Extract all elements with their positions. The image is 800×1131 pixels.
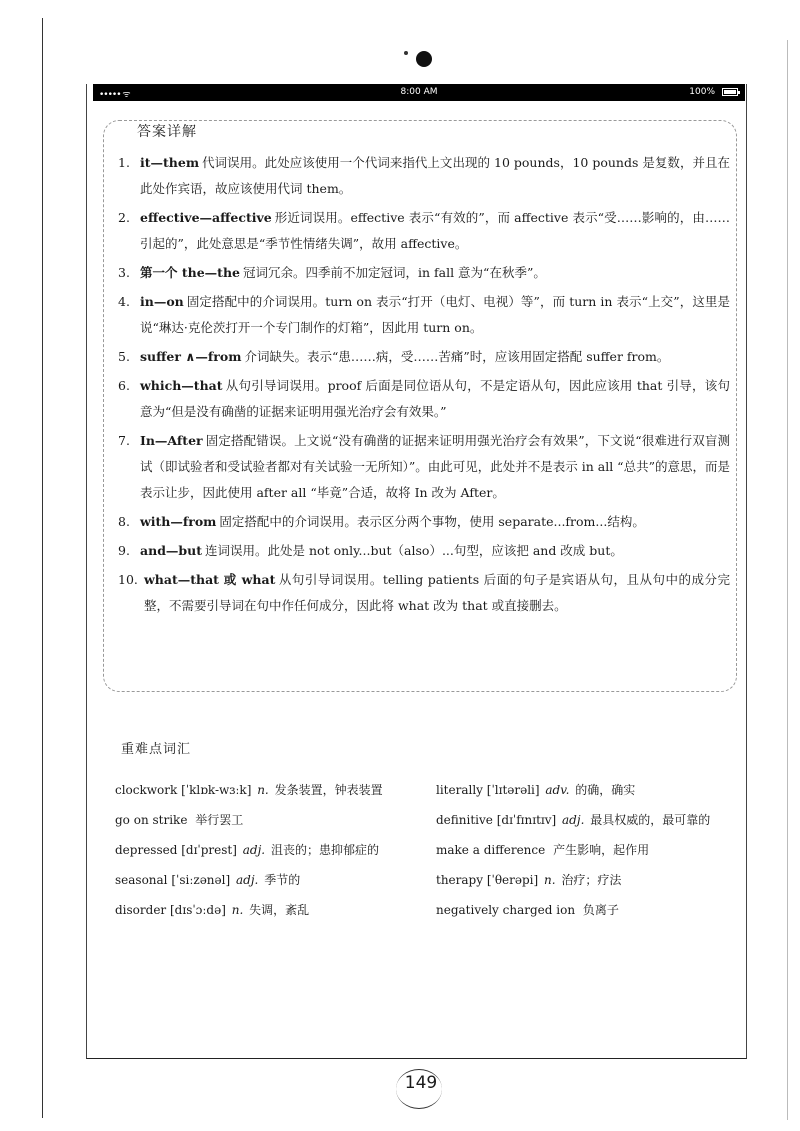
vocab-ipa: [dɪˈprest]	[181, 843, 237, 857]
answer-text: 从句引导词误用。proof 后面是同位语从句，不是定语从句，因此应该用 that 引导，该句意为“但是没有确凿的证据来证明用强光治疗会有效果。”	[140, 378, 730, 419]
vocab-word: definitive	[436, 813, 493, 827]
vocab-entry	[436, 838, 736, 862]
vocab-entry	[436, 808, 736, 832]
answer-item	[118, 538, 730, 564]
vocab-pos: adv.	[545, 783, 570, 797]
vocab-pos: n.	[544, 873, 556, 887]
answer-item	[118, 373, 730, 425]
answer-number: 9.	[118, 543, 130, 558]
vocab-entry	[436, 898, 736, 922]
vocab-entry	[115, 808, 415, 832]
vocab-entry	[115, 898, 415, 922]
vocab-word: go on strike	[115, 813, 188, 827]
vocab-word: literally	[436, 783, 483, 797]
vocab-word: depressed	[115, 843, 178, 857]
vocab-section-title: 重难点词汇	[121, 742, 192, 757]
vocab-ipa: [dɪˈfɪnɪtɪv]	[496, 813, 557, 827]
answer-text: 固定搭配错误。上文说“没有确凿的证据来证明用强光治疗会有效果”，下文说“很难进行双盲测试（即试验者和受试验者都对有关试验一无所知）”。由此可见，此处并不是表示 in all “总共”的意思，而是表示让步，因此使用 after all “毕竟”合适，故将 In 改为 After。	[140, 433, 730, 500]
vocab-ipa: [ˈsiːzənəl]	[171, 873, 231, 887]
answer-text: 冠词冗余。四季前不加定冠词，in fall 意为“在秋季”。	[242, 265, 546, 280]
vocab-pos: adj.	[235, 873, 259, 887]
answer-number: 1.	[118, 155, 130, 170]
vocab-entry	[115, 868, 415, 892]
vocab-meaning: 失调，紊乱	[249, 903, 310, 917]
signal-wifi-icon: ••••• ᯤ	[99, 90, 130, 100]
answer-item	[118, 567, 730, 619]
answer-number: 4.	[118, 294, 130, 309]
vocab-meaning: 举行罢工	[195, 813, 244, 827]
answer-item	[118, 150, 730, 202]
vocab-word: negatively charged ion	[436, 903, 576, 917]
vocab-meaning: 产生影响，起作用	[553, 843, 650, 857]
answer-list	[118, 150, 730, 622]
vocab-word: therapy	[436, 873, 484, 887]
device-sensor	[416, 51, 432, 67]
answer-text: 形近词误用。effective 表示“有效的”，而 affective 表示“受……影响的，由……引起的”，此处意思是“季节性情绪失调”，故用 affective。	[140, 210, 730, 251]
vocab-meaning: 沮丧的；患抑郁症的	[270, 843, 379, 857]
vocab-word: clockwork	[115, 783, 178, 797]
answer-item	[118, 260, 730, 286]
status-time: 8:00 AM	[400, 87, 438, 97]
answer-text: 代词误用。此处应该使用一个代词来指代上文出现的 10 pounds，10 pounds 是复数，并且在此处作宾语，故应该使用代词 them。	[140, 155, 730, 196]
answer-item	[118, 509, 730, 535]
answer-item	[118, 205, 730, 257]
vocab-entry	[115, 778, 415, 802]
vocab-meaning: 季节的	[264, 873, 301, 887]
vocab-word: seasonal	[115, 873, 168, 887]
page-binding-rule	[42, 18, 43, 1118]
vocab-meaning: 的确，确实	[575, 783, 636, 797]
answer-item	[118, 289, 730, 341]
page-edge-rule	[787, 40, 788, 1120]
vocab-meaning: 负离子	[582, 903, 619, 917]
answer-section-title: 答案详解	[137, 124, 197, 140]
answer-text: 从句引导词误用。telling patients 后面的句子是宾语从句，且从句中的成分完整，不需要引导词在句中作任何成分，因此将 what 改为 that 或直接删去。	[144, 572, 730, 613]
answer-number: 3.	[118, 265, 130, 280]
vocab-entry	[436, 778, 736, 802]
vocab-meaning: 治疗；疗法	[561, 873, 622, 887]
answer-text: 固定搭配中的介词误用。turn on 表示“打开（电灯、电视）等”，而 turn in 表示“上交”，这里是说“琳达·克伦茨打开一个专门制作的灯箱”，因此用 turn on。	[140, 294, 730, 335]
vocab-pos: adj.	[562, 813, 585, 827]
vocab-ipa: [ˈθerəpi]	[486, 873, 539, 887]
answer-key: which—that	[140, 378, 223, 393]
answer-number: 6.	[118, 378, 130, 393]
answer-number: 5.	[118, 349, 130, 364]
answer-number: 7.	[118, 433, 130, 448]
answer-key: and—but	[140, 543, 203, 558]
answer-text: 固定搭配中的介词误用。表示区分两个事物，使用 separate...from...结构。	[219, 514, 645, 529]
vocab-pos: adj.	[242, 843, 266, 857]
vocab-pos: n.	[231, 903, 244, 917]
vocab-ipa: [ˈlɪtərəli]	[486, 783, 540, 797]
page-number: 149	[404, 1073, 438, 1093]
answer-key: In—After	[140, 433, 203, 448]
vocab-ipa: [dɪsˈɔːdə]	[170, 903, 226, 917]
vocab-list-right	[436, 778, 736, 928]
vocab-entry	[436, 868, 736, 892]
answer-key: effective—affective	[140, 210, 272, 225]
battery-level: 100%	[689, 87, 715, 97]
answer-text: 介词缺失。表示“患……病，受……苦痛”时，应该用固定搭配 suffer from。	[244, 349, 670, 364]
answer-key: suffer ∧—from	[140, 349, 242, 364]
answer-number: 2.	[118, 210, 130, 225]
answer-key: what—that 或 what	[144, 572, 276, 587]
answer-item	[118, 344, 730, 370]
answer-text: 连词误用。此处是 not only...but（also）...句型，应该把 and 改成 but。	[205, 543, 623, 558]
vocab-word: make a difference	[436, 843, 546, 857]
answer-key: it—them	[140, 155, 200, 170]
answer-key: with—from	[140, 514, 217, 529]
answer-number: 8.	[118, 514, 130, 529]
vocab-ipa: [ˈklɒk-wɜːk]	[181, 783, 252, 797]
answer-item	[118, 428, 730, 506]
vocab-meaning: 最具权威的，最可靠的	[590, 813, 711, 827]
answer-key: 第一个 the—the	[140, 265, 240, 280]
vocab-list-left	[115, 778, 415, 928]
vocab-meaning: 发条装置，钟表装置	[274, 783, 383, 797]
device-camera	[404, 51, 408, 55]
answer-key: in—on	[140, 294, 184, 309]
vocab-word: disorder	[115, 903, 167, 917]
answer-number: 10.	[118, 572, 138, 587]
vocab-entry	[115, 838, 415, 862]
vocab-pos: n.	[257, 783, 269, 797]
